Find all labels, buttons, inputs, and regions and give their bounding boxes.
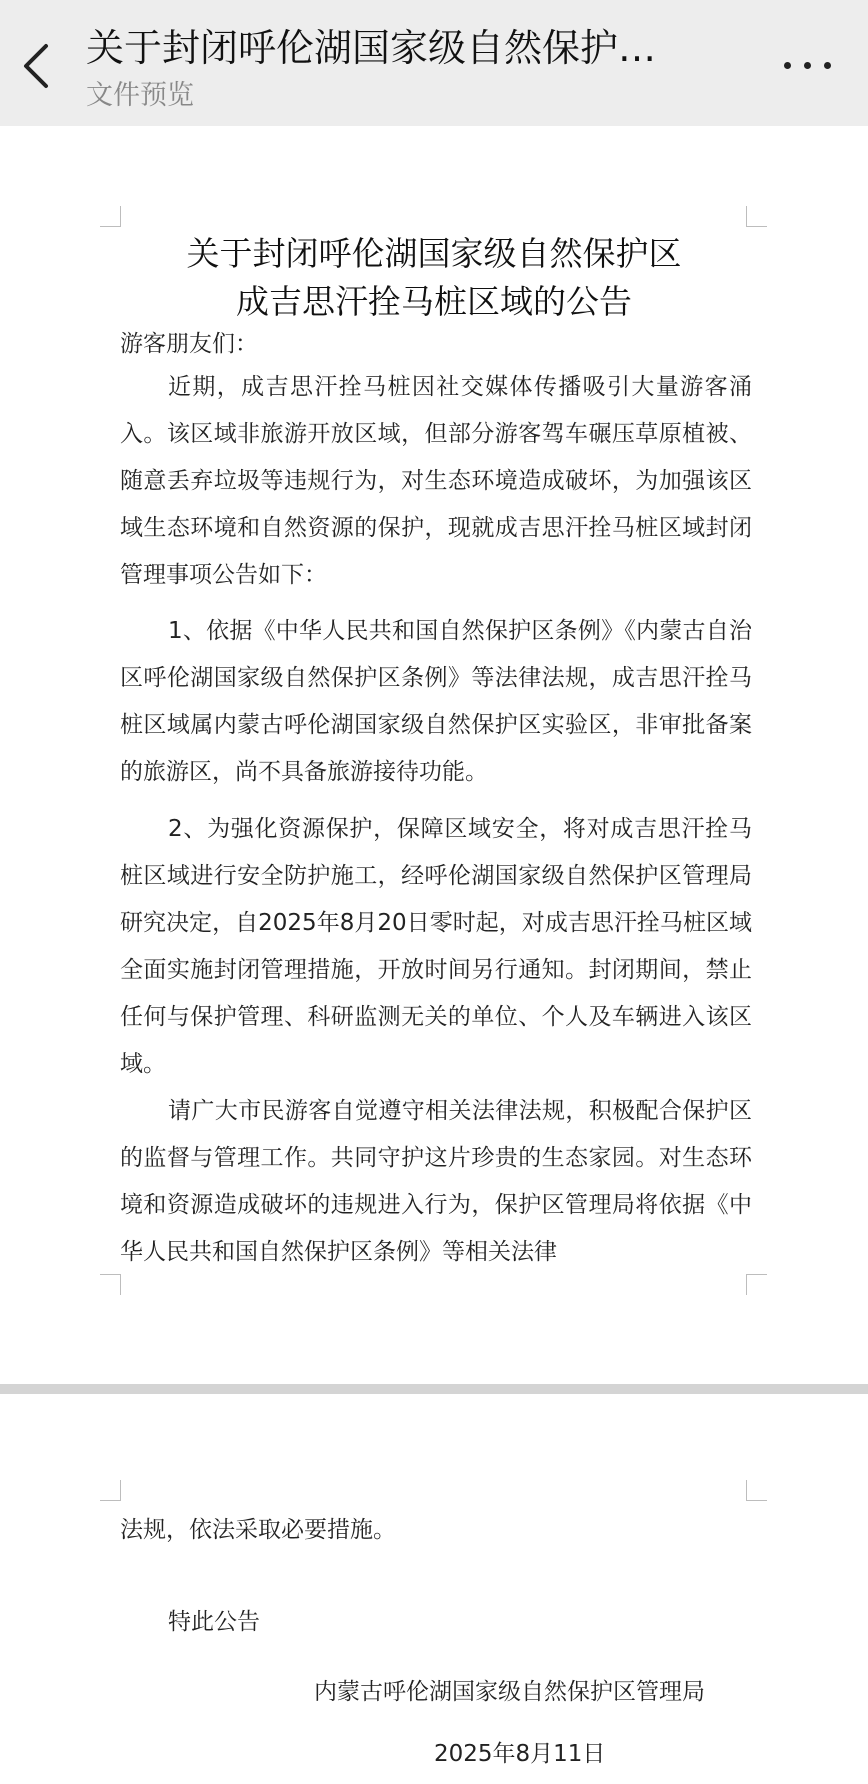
crop-mark	[100, 206, 121, 227]
issuer-name: 内蒙古呼伦湖国家级自然保护区管理局	[314, 1679, 705, 1705]
document-page-1	[0, 126, 868, 1384]
notice-title-line-1: 关于封闭呼伦湖国家级自然保护区	[186, 234, 682, 273]
more-options-button[interactable]	[770, 40, 846, 90]
closing-text: 特此公告	[168, 1609, 260, 1635]
document-title: 关于封闭呼伦湖国家级自然保护…	[86, 26, 657, 70]
crop-mark	[746, 206, 767, 227]
page-separator	[0, 1384, 868, 1394]
chevron-left-icon	[14, 38, 60, 94]
crop-mark	[100, 1480, 121, 1501]
crop-mark	[100, 1274, 121, 1295]
intro-paragraph: 近期，成吉思汗拴马桩因社交媒体传播吸引大量游客涌入。该区域非旅游开放区域，但部分游客驾车碾压草原植被、随意丢弃垃圾等违规行为，对生态环境造成破坏，为加强该区域生态环境和自然资源的保护，现就成吉思汗拴马桩区域封闭管理事项公告如下：	[120, 374, 752, 588]
document-page-2	[0, 1394, 868, 1784]
item-2-paragraph: 2、为强化资源保护，保障区域安全，将对成吉思汗拴马桩区域进行安全防护施工，经呼伦湖国家级自然保护区管理局研究决定，自2025年8月20日零时起，对成吉思汗拴马桩区域全面实施封闭管理措施，开放时间另行通知。封闭期间，禁止任何与保护管理、科研监测无关的单位、个人及车辆进入该区域。	[120, 816, 752, 1077]
crop-mark	[746, 1274, 767, 1295]
item-1-paragraph: 1、依据《中华人民共和国自然保护区条例》《内蒙古自治区呼伦湖国家级自然保护区条例》等法律法规，成吉思汗拴马桩区域属内蒙古呼伦湖国家级自然保护区实验区，非审批备案的旅游区，尚不具备旅游接待功能。	[120, 618, 752, 785]
crop-mark	[746, 1480, 767, 1501]
back-button[interactable]	[14, 38, 60, 94]
continuation-text: 法规，依法采取必要措施。	[120, 1517, 396, 1543]
issue-date: 2025年8月11日	[434, 1741, 606, 1767]
salutation: 游客朋友们：	[120, 331, 258, 357]
document-subtitle: 文件预览	[86, 80, 194, 111]
file-preview-header	[0, 0, 868, 126]
notice-title-line-2: 成吉思汗拴马桩区域的公告	[236, 282, 632, 321]
appeal-paragraph: 请广大市民游客自觉遵守相关法律法规，积极配合保护区的监督与管理工作。共同守护这片珍贵的生态家园。对生态环境和资源造成破坏的违规进入行为，保护区管理局将依据《中华人民共和国自然保护区条例》等相关法律	[120, 1098, 752, 1265]
